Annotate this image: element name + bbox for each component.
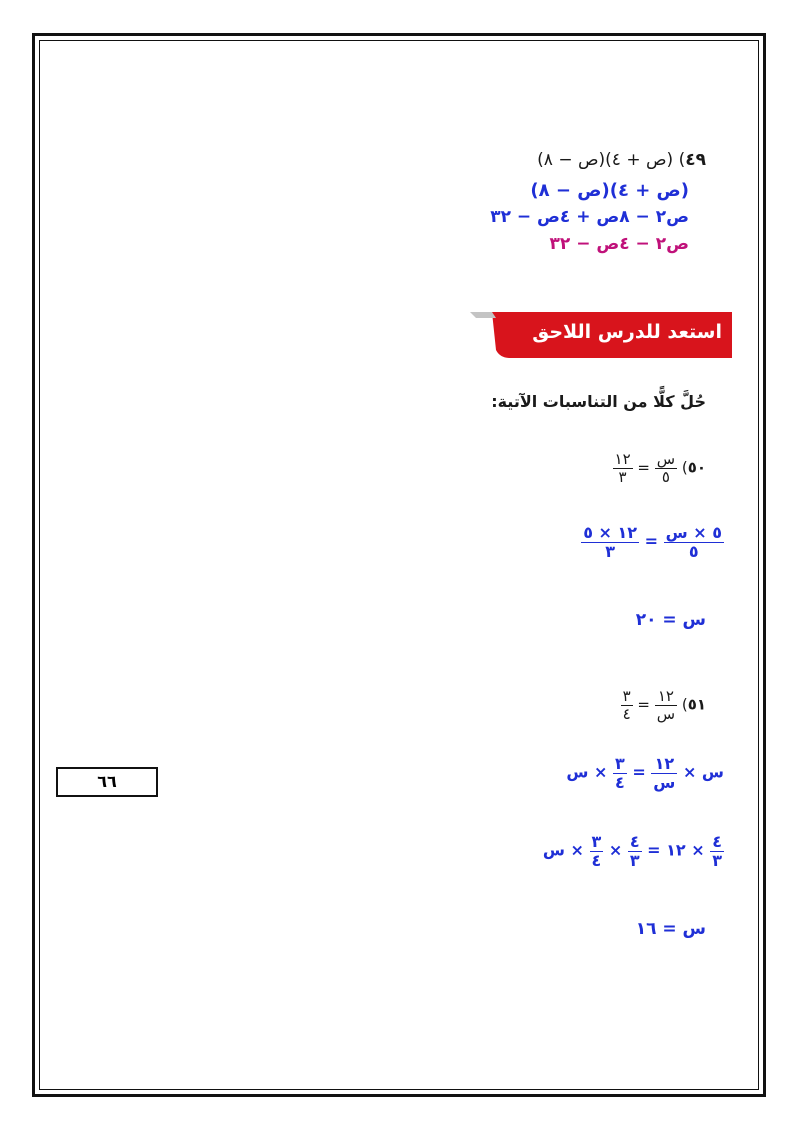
problem-49-number: ٤٩: [685, 150, 706, 170]
problem-50-number: ٥٠: [687, 458, 706, 477]
problem-51-fraction-left: $\frac{٣}{٤}$: [622, 687, 631, 723]
problem-49-step1: (ص + ٤)(ص − ٨): [530, 180, 689, 201]
problem-51-number: ٥١: [687, 695, 706, 714]
problem-51-work-1: س × $\frac{١٢}{\text{س}}$ = $\frac{٣}{٤}$ × س: [566, 754, 724, 792]
problem-50-fraction-right: $\frac{\text{س}}{٥}$: [656, 450, 676, 486]
problem-49-answer: ص٢ − ٤ص − ٣٢: [549, 234, 689, 254]
problem-51-work2-a: $\frac{٣}{٤}$: [591, 832, 602, 870]
problem-49-question: ٤٩) (ص + ٤)(ص − ٨): [537, 150, 706, 170]
banner-title: استعد للدرس اللاحق: [532, 321, 722, 343]
problem-51-work-2: $\frac{٤}{٣}$ × ١٢ = $\frac{٤}{٣}$ × $\frac{٣}{٤}$ × س: [542, 832, 722, 870]
problem-51-work1-left: $\frac{٣}{٤}$: [614, 754, 625, 792]
page-number-box: [56, 767, 158, 797]
section-banner: [470, 312, 732, 358]
problem-51-answer: س = ١٦: [635, 919, 706, 939]
problem-51-fraction-right: $\frac{١٢}{\text{س}}$: [656, 687, 676, 723]
problem-51-work2-b: $\frac{٤}{٣}$: [629, 832, 640, 870]
instructions: حُلَّ كلًّا من التناسبات الآتية:: [491, 392, 706, 411]
problem-49-expression: (ص + ٤)(ص − ٨): [537, 150, 674, 170]
problem-50-work: $\frac{\text{٥ × س}}{٥}$ = $\frac{١٢ \times ٥}{٣}$: [583, 523, 722, 561]
problem-51-question: ٥١) $\frac{١٢}{\text{س}}$ = $\frac{٣}{٤}$: [622, 687, 706, 723]
page-number: ٦٦: [97, 772, 117, 791]
problem-51-work2-c: $\frac{٤}{٣}$: [712, 832, 722, 870]
problem-49-step2: ص٢ − ٨ص + ٤ص − ٣٢: [490, 207, 689, 227]
problem-50-answer: س = ٢٠: [635, 610, 706, 630]
problem-50-question: ٥٠) $\frac{\text{س}}{٥}$ = $\frac{١٢}{٣}$: [614, 450, 706, 486]
problem-51-work1-right: $\frac{١٢}{\text{س}}$: [653, 754, 676, 792]
problem-50-work-left: $\frac{١٢ \times ٥}{٣}$: [583, 523, 638, 561]
problem-50-fraction-left: $\frac{١٢}{٣}$: [614, 450, 631, 486]
problem-50-work-right: $\frac{\text{٥ × س}}{٥}$: [665, 523, 722, 561]
